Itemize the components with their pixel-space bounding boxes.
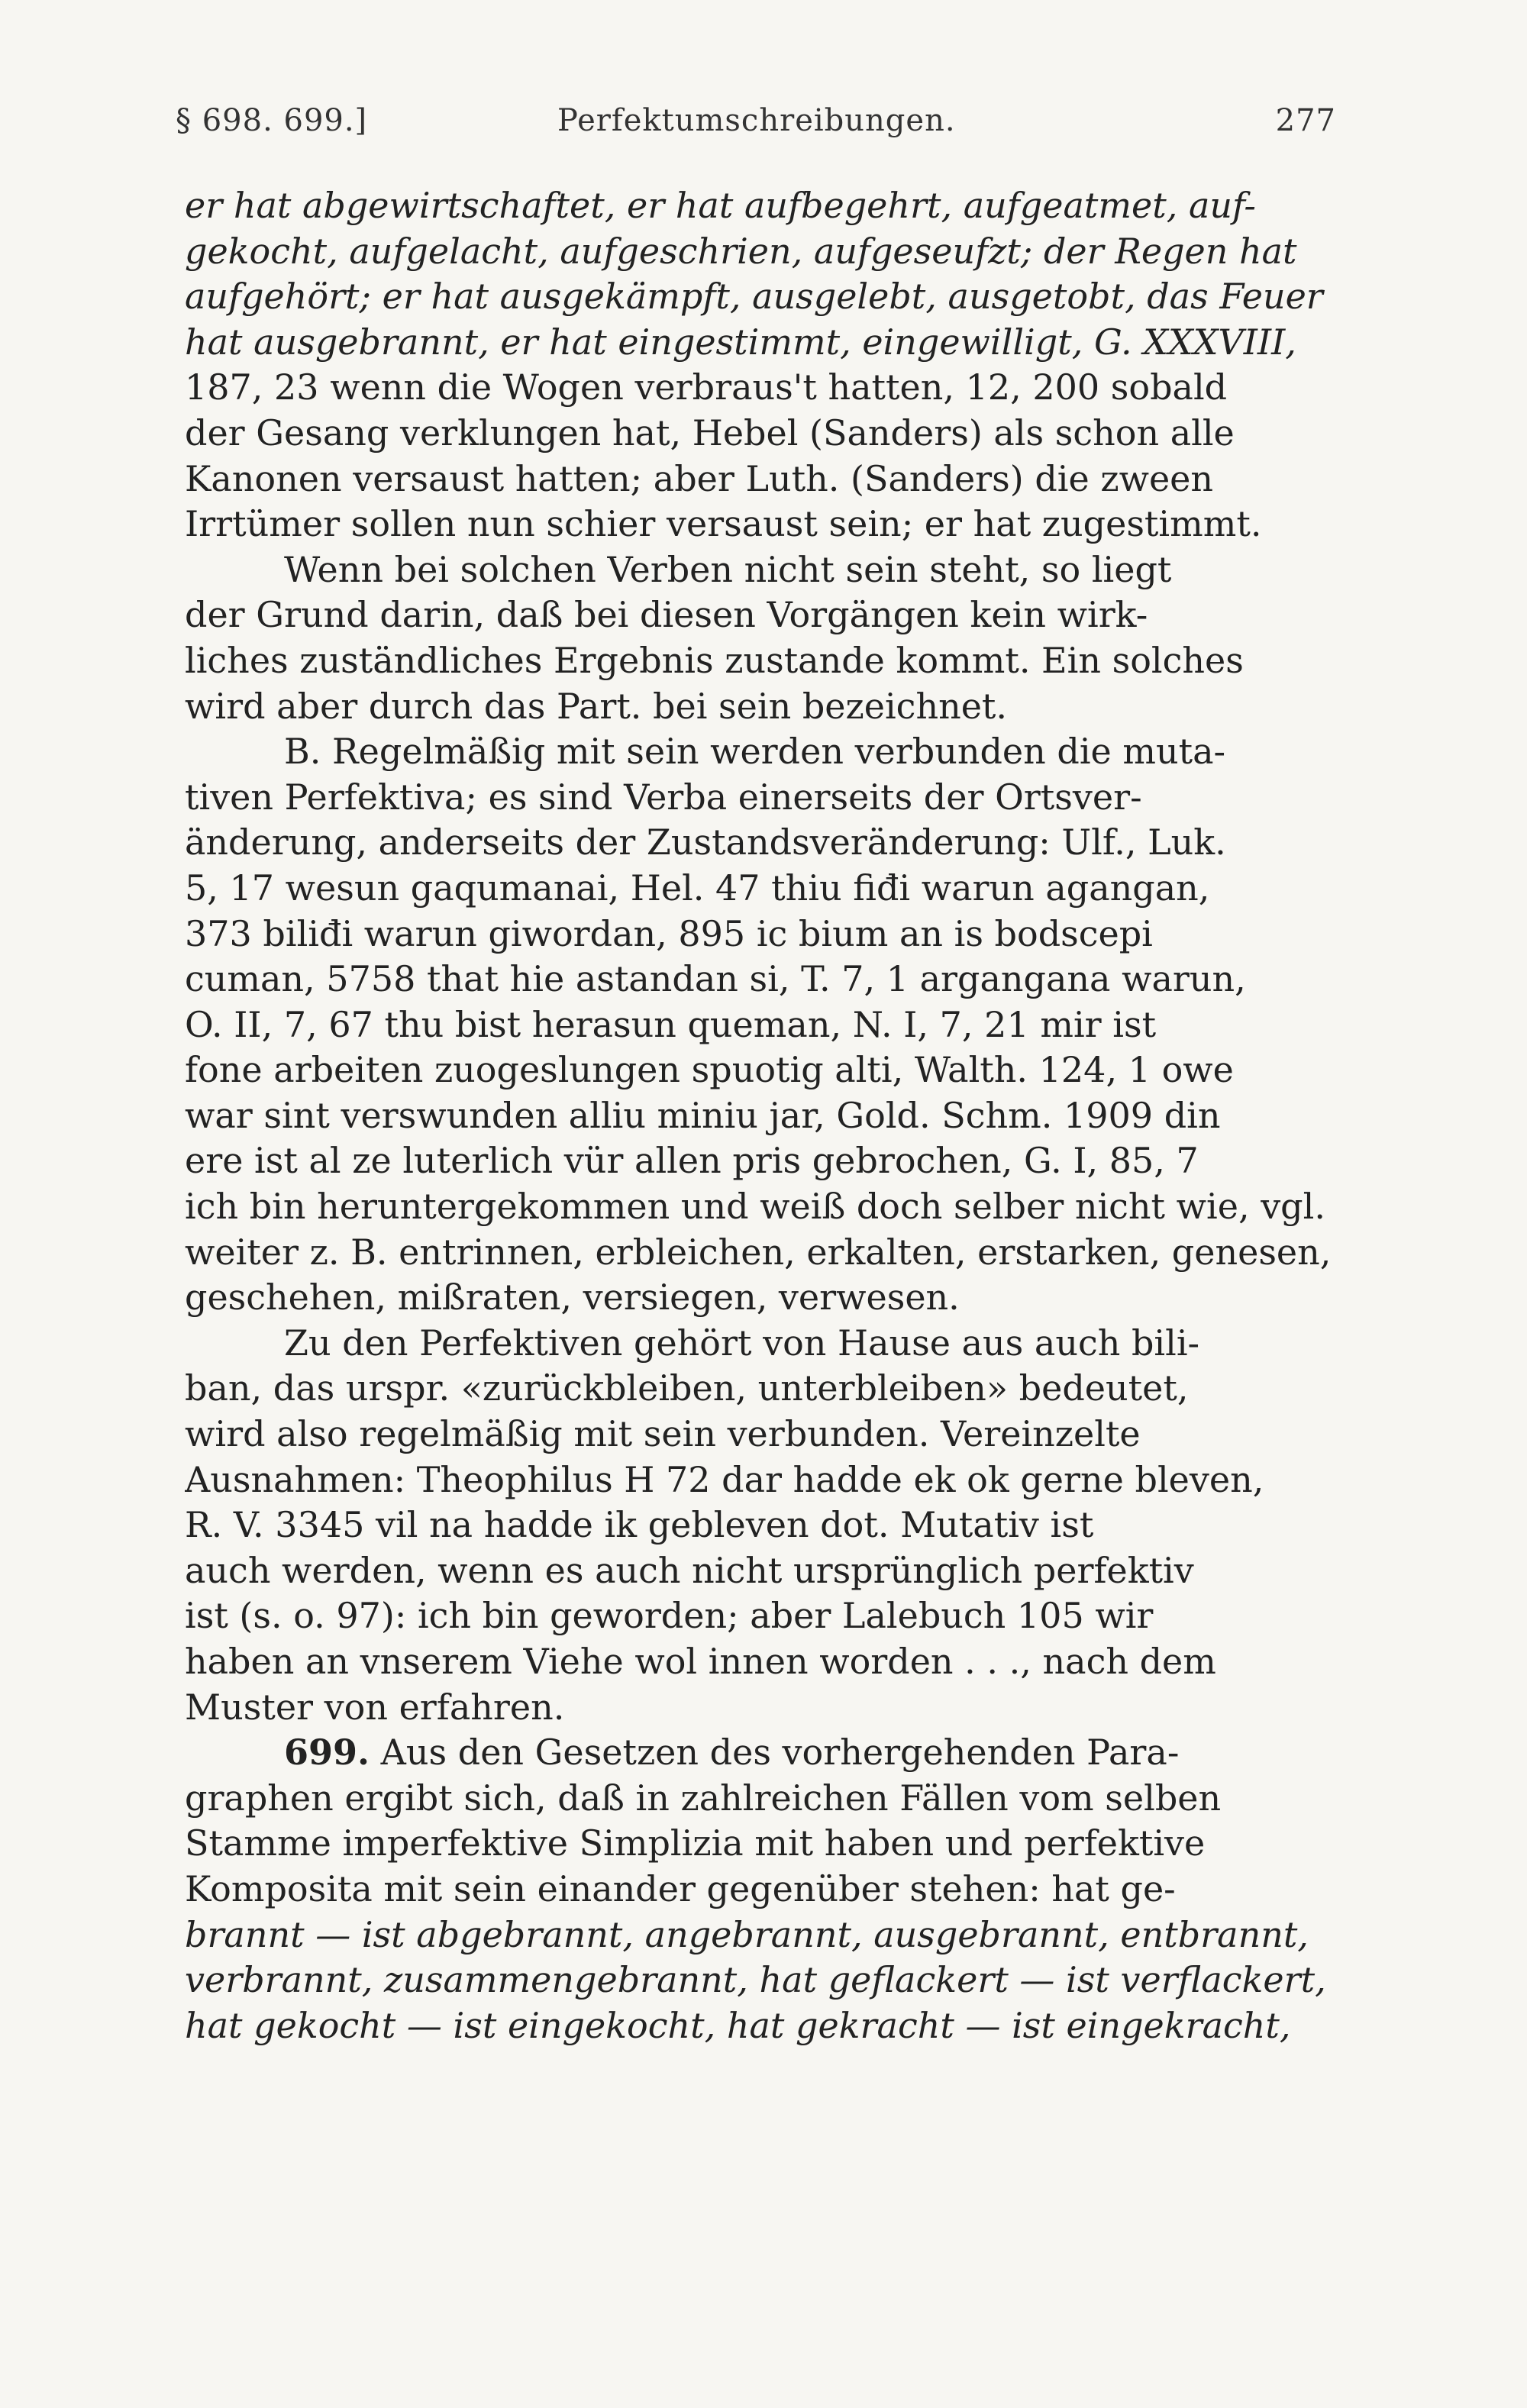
text-line: tiven Perfektiva; es sind Verba einerseits der Ortsver- [185,776,1142,818]
text-line: O. II, 7, 67 thu bist herasun queman, N. I, 7, 21 mir ist [185,1003,1157,1045]
section-range: § 698. 699.] [176,103,368,138]
text-line: wird aber durch das Part. bei sein bezeichnet. [185,685,1008,727]
text-line: verbrannt, zusammengebrannt, hat geflackert — ist verflackert, [185,1959,1326,2001]
text-line: liches zuständliches Ergebnis zustande kommt. Ein solches [185,639,1244,681]
text-line: hat ausgebrannt, er hat eingestimmt, eingewilligt, G. XXXVIII, [185,321,1296,363]
text-line: Stamme imperfektive Simplizia mit haben und perfektive [185,1822,1206,1864]
paragraph-start-line: Zu den Perfektiven gehört von Hause aus auch bili- [284,1322,1200,1364]
text-line: hat gekocht — ist eingekocht, hat gekracht — ist eingekracht, [185,2004,1291,2046]
text-line: geschehen, mißraten, versiegen, verwesen. [185,1277,960,1319]
text-line: haben an vnserem Viehe wol innen worden . . ., nach dem [185,1641,1216,1682]
text-line: Irrtümer sollen nun schier versaust sein; er hat zugestimmt. [185,503,1262,545]
section-699-line [185,1730,1336,1776]
text-line: weiter z. B. entrinnen, erbleichen, erkalten, erstarken, genesen, [185,1231,1332,1273]
text-line: auch werden, wenn es auch nicht ursprünglich perfektiv [185,1549,1194,1591]
text-line: Ausnahmen: Theophilus H 72 dar hadde ek ok gerne bleven, [185,1458,1264,1500]
running-head [176,103,1336,149]
running-title: Perfektumschreibungen. [557,103,956,138]
text-line: gekocht, aufgelacht, aufgeschrien, aufgeseufzt; der Regen hat [185,230,1297,272]
text-line: graphen ergibt sich, daß in zahlreichen Fällen vom selben [185,1777,1222,1819]
text-line: 187, 23 wenn die Wogen verbraus't hatten, 12, 200 sobald [185,366,1228,408]
text-line: R. V. 3345 vil na hadde ik gebleven dot. Mutativ ist [185,1504,1094,1546]
text-line: ere ist al ze luterlich vür allen pris gebrochen, G. I, 85, 7 [185,1140,1199,1182]
text-line: er hat abgewirtschaftet, er hat aufbegehrt, aufgeatmet, auf- [185,185,1256,226]
text-line: aufgehört; er hat ausgekämpft, ausgelebt, ausgetobt, das Feuer [185,276,1323,318]
text-line: Muster von erfahren. [185,1686,565,1728]
paragraph-start-line: Wenn bei solchen Verben nicht sein steht, so liegt [284,548,1172,590]
text-line: änderung, anderseits der Zustandsveränderung: Ulf., Luk. [185,821,1226,863]
body-text [185,183,1336,2048]
text-line: 5, 17 wesun gaqumanai, Hel. 47 thiu fiđi warun agangan, [185,867,1210,909]
text-line: war sint verswunden alliu miniu jar, Gold. Schm. 1909 din [185,1094,1221,1136]
page-number: 277 [1275,103,1336,138]
text-line: der Grund darin, daß bei diesen Vorgängen kein wirk- [185,594,1148,636]
text-line: brannt — ist abgebrannt, angebrannt, ausgebrannt, entbrannt, [185,1913,1309,1955]
section-699-text: Aus den Gesetzen des vorhergehenden Para- [380,1732,1180,1774]
text-line: cuman, 5758 that hie astandan si, T. 7, 1 argangana warun, [185,958,1246,1000]
text-line: wird also regelmäßig mit sein verbunden. Vereinzelte [185,1413,1141,1455]
text-line: 373 biliđi warun giwordan, 895 ic bium an is bodscepi [185,912,1153,954]
paragraph-start-line: B. Regelmäßig mit sein werden verbunden die muta- [284,731,1226,773]
text-line: ist (s. o. 97): ich bin geworden; aber Lalebuch 105 wir [185,1595,1154,1637]
section-699-number: 699. [284,1732,370,1774]
text-line: fone arbeiten zuogeslungen spuotig alti, Walth. 124, 1 owe [185,1049,1234,1091]
text-line: ich bin heruntergekommen und weiß doch selber nicht wie, vgl. [185,1186,1325,1228]
text-line: Komposita mit sein einander gegenüber stehen: hat ge- [185,1867,1176,1909]
text-line: der Gesang verklungen hat, Hebel (Sanders) als schon alle [185,412,1235,454]
text-line: Kanonen versaust hatten; aber Luth. (Sanders) die zween [185,457,1214,499]
text-line: ban, das urspr. «zurückbleiben, unterbleiben» bedeutet, [185,1367,1189,1409]
